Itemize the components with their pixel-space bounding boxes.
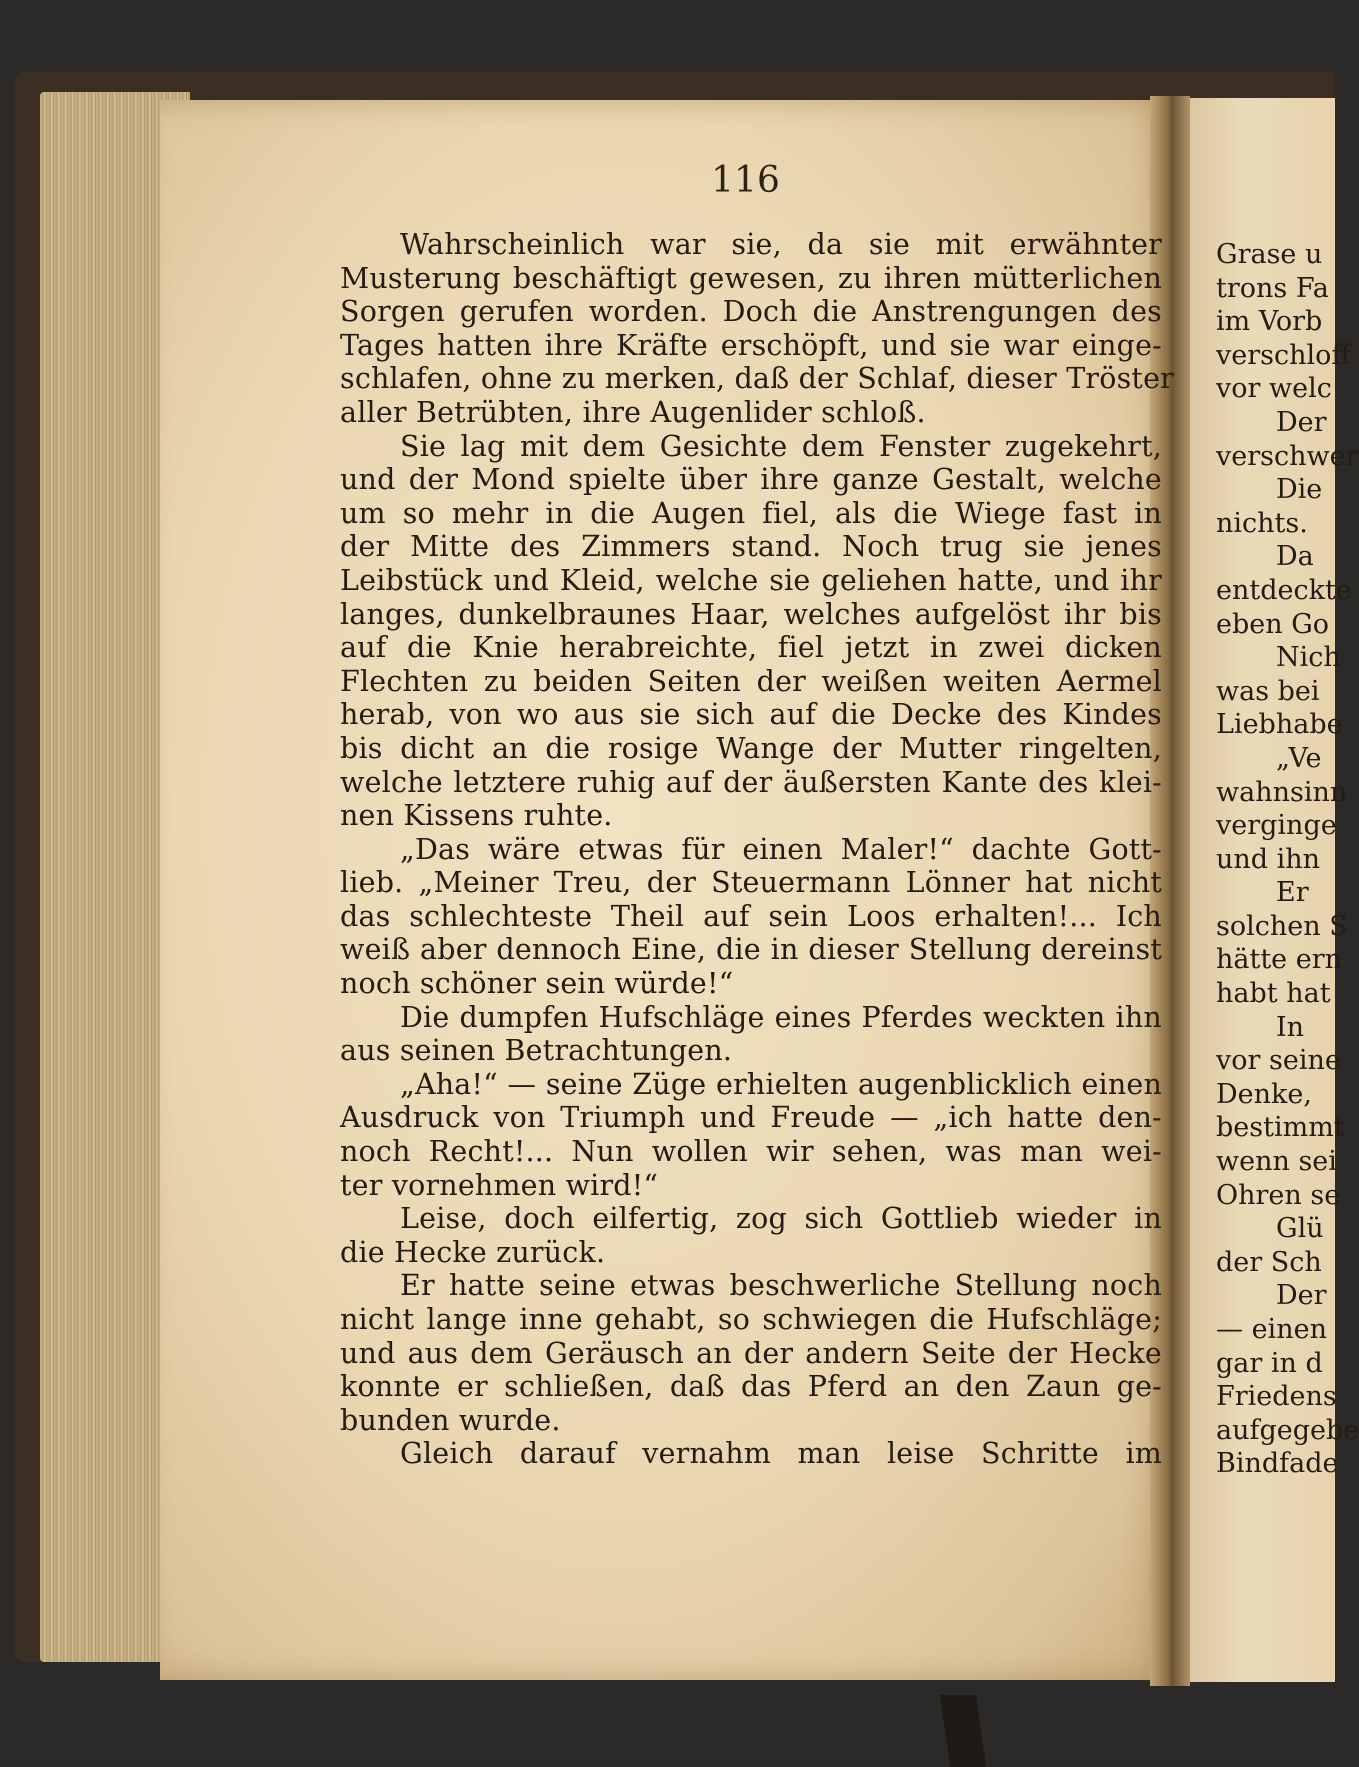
right-page-text-line: eben Go	[1216, 608, 1330, 640]
text-line: schlafen, ohne zu merken, daß der Schlaf, dieser Tröster	[340, 362, 1174, 396]
right-page-text-line: — einen	[1216, 1314, 1327, 1345]
text-line: konnte er schließen, daß das Pferd an den Zaun ge-	[340, 1370, 1162, 1404]
right-page-text-line: bestimmt	[1216, 1112, 1345, 1144]
right-page-text-line: entdeckte	[1216, 574, 1352, 606]
right-page-text-line: solchen S	[1216, 910, 1348, 942]
right-page-text-line: trons Fa	[1216, 272, 1329, 304]
right-page-text-line: was bei	[1216, 675, 1320, 707]
right-page-text-line: gar in d	[1216, 1347, 1323, 1379]
text-line: Musterung beschäftigt gewesen, zu ihren mütterlichen	[340, 261, 1162, 295]
right-page-text-line: „Ve	[1276, 742, 1322, 774]
text-line: bunden wurde.	[340, 1403, 561, 1437]
text-line: herab, von wo aus sie sich auf die Decke des Kindes	[340, 698, 1162, 732]
right-page-text-line: vor welc	[1216, 373, 1332, 405]
text-line: ter vornehmen wird!“	[340, 1168, 659, 1202]
text-line: welche letztere ruhig auf der äußersten Kante des klei-	[340, 765, 1162, 799]
page-number: 116	[711, 160, 780, 201]
right-page-text-line: nichts.	[1216, 507, 1308, 539]
text-line: Leibstück und Kleid, welche sie geliehen hatte, und ihr	[340, 563, 1162, 597]
text-line: aus seinen Betrachtungen.	[340, 1034, 733, 1068]
text-line: bis dicht an die rosige Wange der Mutter ringelten,	[340, 731, 1162, 765]
text-line: „Das wäre etwas für einen Maler!“ dachte Gott-	[400, 832, 1162, 866]
text-line: weiß aber dennoch Eine, die in dieser Stellung dereinst	[340, 933, 1162, 967]
right-page-text-line: der Sch	[1216, 1246, 1322, 1278]
text-line: Die dumpfen Hufschläge eines Pferdes weckten ihn	[400, 1000, 1162, 1034]
text-line: „Aha!“ — seine Züge erhielten augenblicklich einen	[400, 1067, 1162, 1101]
right-page-text-line: vor seine	[1216, 1045, 1341, 1077]
text-line: nicht lange inne gehabt, so schwiegen die Hufschläge;	[340, 1303, 1162, 1336]
right-page-text-line: verschwer	[1216, 440, 1359, 472]
right-page-text-line: hätte ern	[1216, 944, 1343, 976]
right-page-text-line: wenn sei	[1216, 1146, 1337, 1178]
text-line: der Mitte des Zimmers stand. Noch trug sie jenes	[340, 530, 1162, 564]
right-page-text-line: Grase u	[1216, 239, 1323, 270]
text-line: Gleich darauf vernahm man leise Schritte im	[400, 1437, 1162, 1471]
text-line: auf die Knie herabreichte, fiel jetzt in zwei dicken	[340, 631, 1162, 665]
text-line: die Hecke zurück.	[340, 1235, 606, 1269]
text-line: aller Betrübten, ihre Augenlider schloß.	[340, 395, 926, 429]
right-page-text-line: Ohren se	[1216, 1179, 1341, 1211]
text-line: Tages hatten ihre Kräfte erschöpft, und sie war einge-	[340, 328, 1162, 362]
text-line: noch Recht!... Nun wollen wir sehen, was man wei-	[340, 1135, 1162, 1169]
right-page-text-line: wahnsinn	[1216, 776, 1348, 808]
text-line: und aus dem Geräusch an der andern Seite der Hecke	[340, 1336, 1162, 1370]
right-page-text-line: verginge	[1216, 810, 1337, 842]
right-page-text-line: aufgegebe	[1216, 1414, 1359, 1446]
right-page-text-line: Der	[1276, 406, 1327, 438]
text-line: Er hatte seine etwas beschwerliche Stellung noch	[400, 1269, 1162, 1303]
right-page-text-line: Denke,	[1216, 1078, 1312, 1110]
right-page-text-block	[1216, 238, 1359, 1481]
text-line: Wahrscheinlich war sie, da sie mit erwähnter	[400, 228, 1162, 261]
page-number-row	[0, 160, 1335, 201]
text-line: nen Kissens ruhte.	[340, 799, 613, 833]
right-page-text-line: Liebhabe	[1216, 709, 1343, 741]
right-page-text-line: Da	[1276, 541, 1314, 573]
text-line: um so mehr in die Augen fiel, als die Wiege fast in	[340, 496, 1162, 530]
right-page-text-line: und ihn	[1216, 843, 1321, 875]
text-line: und der Mond spielte über ihre ganze Gestalt, welche	[340, 463, 1162, 497]
right-page-text-line: habt hat	[1216, 978, 1331, 1010]
text-line: Ausdruck von Triumph und Freude — „ich hatte den-	[340, 1101, 1162, 1135]
text-line: Leise, doch eilfertig, zog sich Gottlieb wieder in	[400, 1202, 1162, 1236]
text-line: Sie lag mit dem Gesichte dem Fenster zugekehrt,	[400, 429, 1162, 463]
main-text-block	[340, 228, 1174, 1471]
bookmark-ribbon	[940, 1695, 986, 1767]
text-line: das schlechteste Theil auf sein Loos erhalten!... Ich	[340, 899, 1162, 933]
right-page-text-line: Friedens	[1216, 1381, 1337, 1413]
text-line: Sorgen gerufen worden. Doch die Anstrengungen des	[340, 295, 1162, 329]
right-page-text-line: Glü	[1276, 1213, 1324, 1245]
right-page-text-line: Die	[1276, 474, 1323, 506]
text-line: lieb. „Meiner Treu, der Steuermann Lönner hat nicht	[340, 866, 1162, 900]
text-line: noch schöner sein würde!“	[340, 967, 734, 1001]
right-page-text-line: Der	[1276, 1280, 1327, 1312]
text-line: Flechten zu beiden Seiten der weißen weiten Aermel	[340, 664, 1162, 698]
right-page-text-line: Er	[1276, 877, 1309, 909]
right-page-text-line: In	[1276, 1011, 1305, 1043]
right-page-text-line: Nich	[1276, 642, 1341, 674]
right-page-text-line: im Vorb	[1216, 306, 1323, 338]
text-line: langes, dunkelbraunes Haar, welches aufgelöst ihr bis	[340, 597, 1162, 631]
right-page-text-line: verschloff	[1216, 339, 1351, 371]
right-page-text-line: Bindfade	[1216, 1448, 1339, 1480]
